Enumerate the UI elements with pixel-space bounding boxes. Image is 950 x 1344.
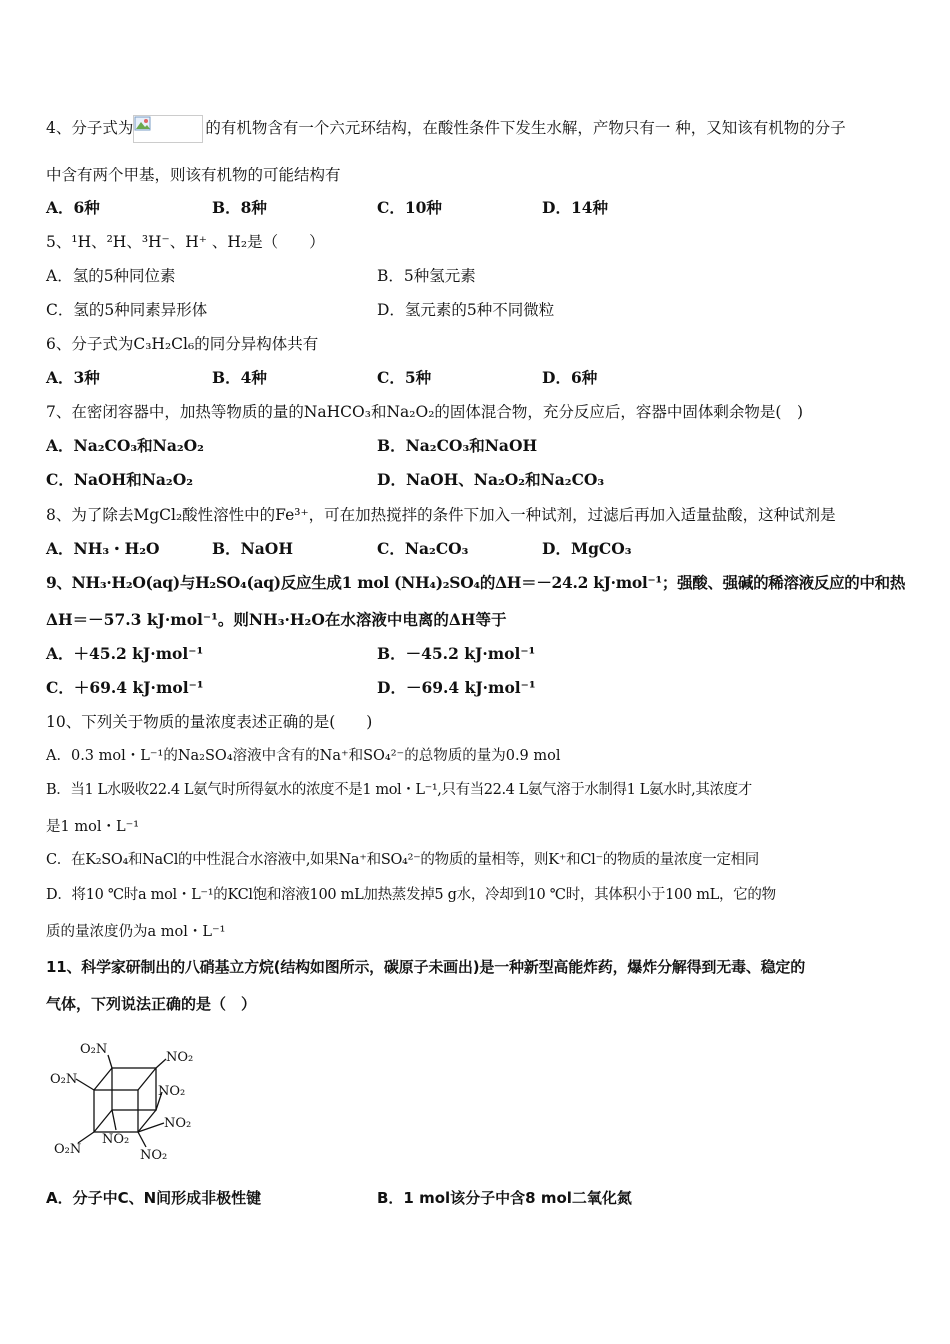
nitro-label-1: O₂N bbox=[80, 1042, 108, 1057]
q9-option-d: D．－69.4 kJ·mol⁻¹ bbox=[377, 678, 536, 697]
q8-stem: 8、为了除去MgCl₂酸性溶性中的Fe³⁺，可在加热搅拌的条件下加入一种试剂，过滤后再加入适量盐酸，这种试剂是 bbox=[46, 506, 836, 524]
q5-option-a: A．氢的5种同位素 bbox=[46, 267, 176, 285]
q10-option-c: C．在K₂SO₄和NaCl的中性混合水溶液中,如果Na⁺和SO₄²⁻的物质的量相等，则K⁺和Cl⁻的物质的量浓度一定相同 bbox=[46, 852, 760, 868]
q4-line2: 中含有两个甲基，则该有机物的可能结构有 bbox=[46, 166, 341, 184]
formula-image bbox=[133, 115, 203, 143]
q10-option-b-line1: B．当1 L水吸收22.4 L氨气时所得氨水的浓度不是1 mol・L⁻¹,只有当22.4 L氨气溶于水制得1 L氨水时,其浓度才 bbox=[46, 782, 752, 798]
nitro-label-4: NO₂ bbox=[158, 1084, 186, 1099]
q11-option-b: B．1 mol该分子中含8 mol二氧化氮 bbox=[377, 1189, 632, 1207]
q11-line1: 11、科学家研制出的八硝基立方烷(结构如图所示，碳原子未画出)是一种新型高能炸药，爆炸分解得到无毒、稳定的 bbox=[46, 958, 805, 976]
q10-stem: 10、下列关于物质的量浓度表述正确的是( ) bbox=[46, 713, 373, 731]
q6-option-a: A．3种 bbox=[46, 368, 100, 387]
q8-option-b: B．NaOH bbox=[212, 539, 293, 558]
q9-line1: 9、NH₃·H₂O(aq)与H₂SO₄(aq)反应生成1 mol (NH₄)₂SO₄的ΔH＝－24.2 kJ·mol⁻¹；强酸、强碱的稀溶液反应的中和热 bbox=[46, 573, 906, 592]
q6-stem: 6、分子式为C₃H₂Cl₆的同分异构体共有 bbox=[46, 335, 319, 353]
q10-option-b-line2: 是1 mol・L⁻¹ bbox=[46, 819, 140, 835]
q4-option-a: A．6种 bbox=[46, 198, 100, 217]
q7-option-b: B．Na₂CO₃和NaOH bbox=[377, 436, 538, 455]
q11-option-a: A．分子中C、N间形成非极性键 bbox=[46, 1189, 262, 1207]
q4-option-b: B．8种 bbox=[212, 198, 267, 217]
q10-option-a: A．0.3 mol・L⁻¹的Na₂SO₄溶液中含有的Na⁺和SO₄²⁻的总物质的量为0.9 mol bbox=[46, 748, 561, 764]
q9-line2: ΔH＝－57.3 kJ·mol⁻¹。则NH₃·H₂O在水溶液中电离的ΔH等于 bbox=[46, 610, 507, 629]
q7-stem: 7、在密闭容器中，加热等物质的量的NaHCO₃和Na₂O₂的固体混合物，充分反应后，容器中固体剩余物是( ) bbox=[46, 403, 803, 421]
q5-option-c: C．氢的5种同素异形体 bbox=[46, 301, 208, 319]
q4-option-d: D．14种 bbox=[542, 198, 609, 217]
q6-option-d: D．6种 bbox=[542, 368, 598, 387]
q9-option-b: B．－45.2 kJ·mol⁻¹ bbox=[377, 644, 536, 663]
q7-option-d: D．NaOH、Na₂O₂和Na₂CO₃ bbox=[377, 470, 605, 489]
q9-option-a: A．＋45.2 kJ·mol⁻¹ bbox=[46, 644, 204, 663]
nitro-label-2: NO₂ bbox=[166, 1050, 194, 1065]
q9-option-c: C．＋69.4 kJ·mol⁻¹ bbox=[46, 678, 204, 697]
broken-image-icon bbox=[134, 116, 152, 132]
nitro-label-3: O₂N bbox=[50, 1072, 78, 1087]
q5-stem: 5、¹H、²H、³H⁻、H⁺ 、H₂是（ ） bbox=[46, 233, 325, 251]
nitro-label-7: NO₂ bbox=[102, 1132, 130, 1147]
nitro-label-6: O₂N bbox=[54, 1142, 82, 1157]
q8-option-d: D．MgCO₃ bbox=[542, 539, 632, 558]
nitro-label-5: NO₂ bbox=[164, 1116, 192, 1131]
q4-line1: 4、分子式为 的有机物含有一个六元环结构，在酸性条件下发生水解，产物只有一 种，又知该有机物的分子 bbox=[46, 115, 846, 143]
octanitrocubane-structure bbox=[46, 1035, 206, 1165]
q10-option-d-line1: D．将10 ℃时a mol・L⁻¹的KCl饱和溶液100 mL加热蒸发掉5 g水，冷却到10 ℃时，其体积小于100 mL，它的物 bbox=[46, 887, 776, 903]
q5-option-b: B．5种氢元素 bbox=[377, 267, 476, 285]
q6-option-b: B．4种 bbox=[212, 368, 267, 387]
q8-option-a: A．NH₃・H₂O bbox=[46, 539, 160, 558]
q11-line2: 气体，下列说法正确的是（ ） bbox=[46, 995, 257, 1013]
q7-option-a: A．Na₂CO₃和Na₂O₂ bbox=[46, 436, 204, 455]
nitro-label-8: NO₂ bbox=[140, 1148, 168, 1163]
q7-option-c: C．NaOH和Na₂O₂ bbox=[46, 470, 193, 489]
q8-option-c: C．Na₂CO₃ bbox=[377, 539, 469, 558]
q4-option-c: C．10种 bbox=[377, 198, 442, 217]
q10-option-d-line2: 质的量浓度仍为a mol・L⁻¹ bbox=[46, 924, 226, 940]
q5-option-d: D．氢元素的5种不同微粒 bbox=[377, 301, 555, 319]
q6-option-c: C．5种 bbox=[377, 368, 432, 387]
